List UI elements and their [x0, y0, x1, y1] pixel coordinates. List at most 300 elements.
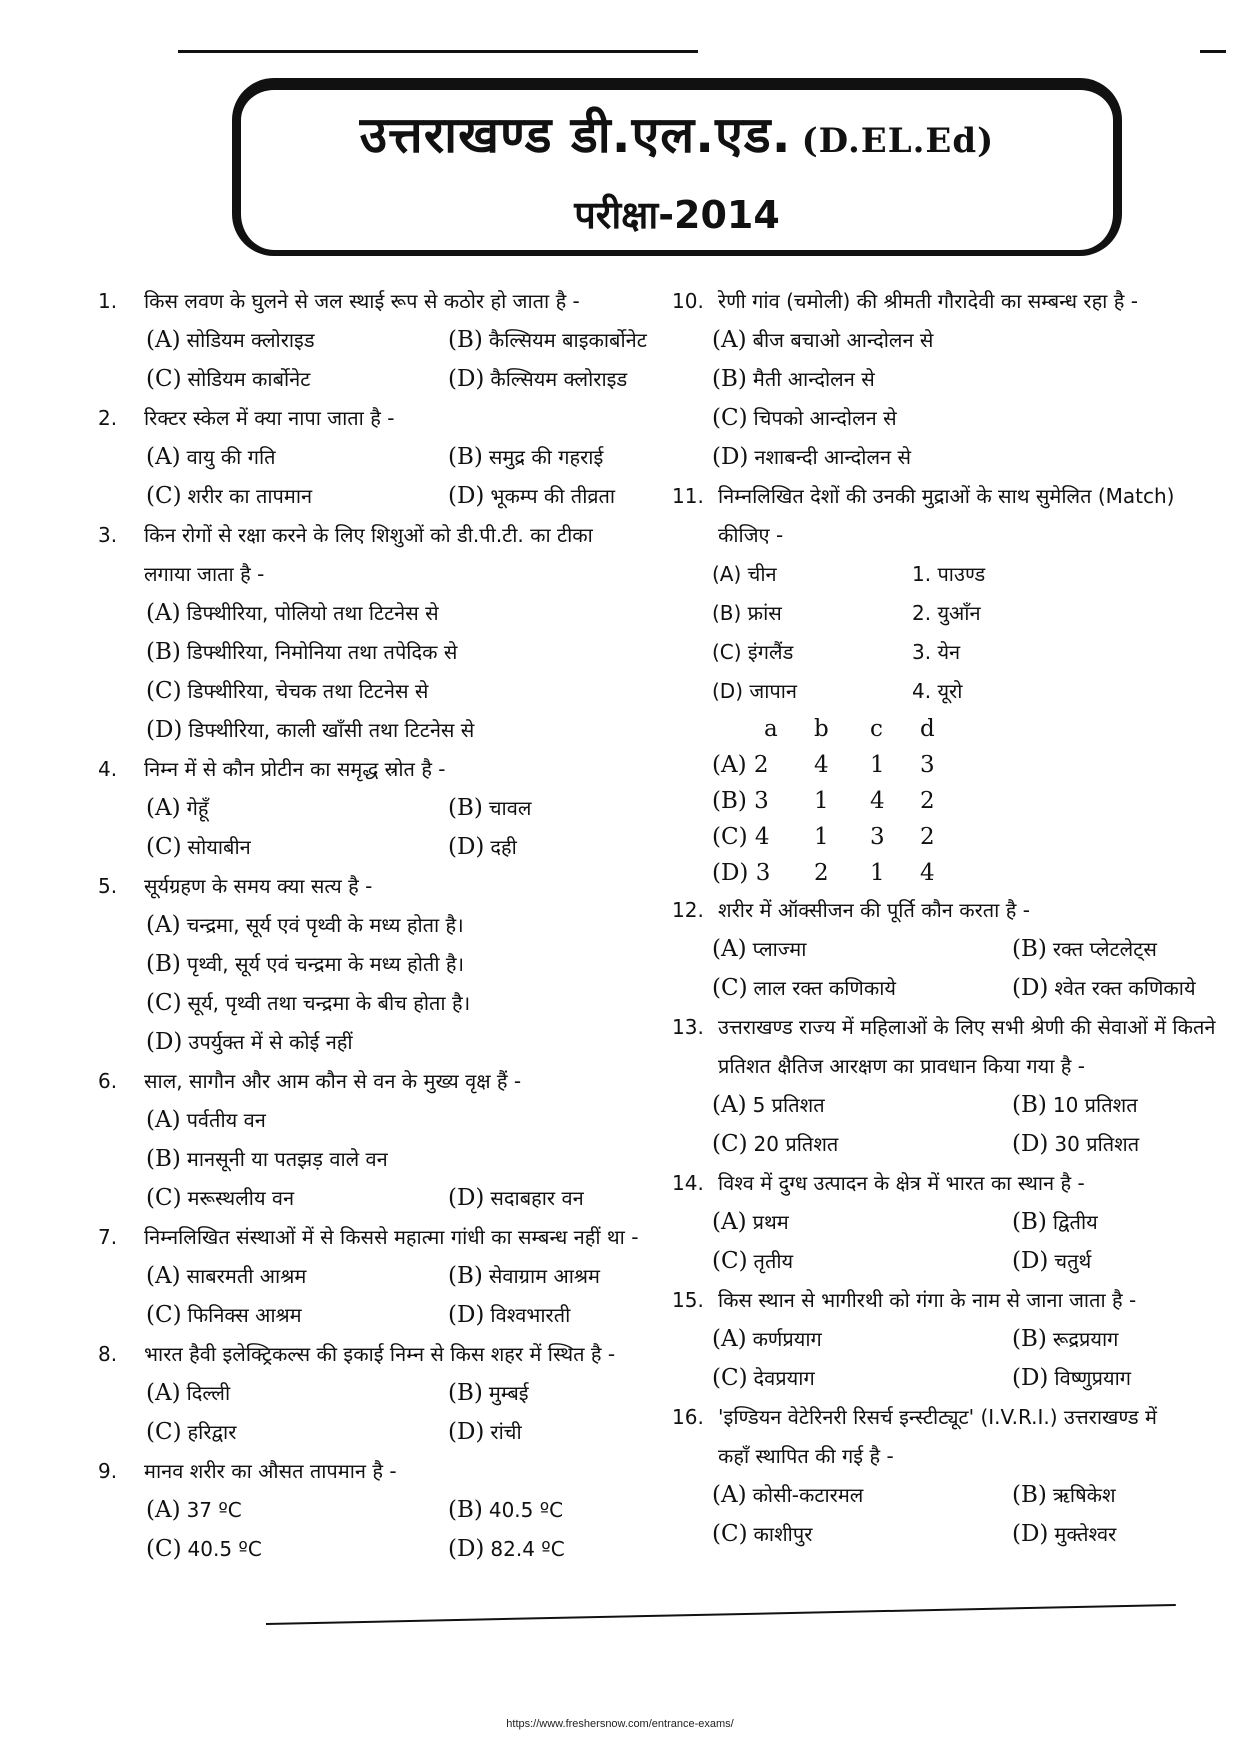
option-text: दिल्ली — [186, 1381, 231, 1405]
grid-head-cell: d — [920, 716, 935, 742]
option-row — [98, 711, 668, 750]
option — [146, 945, 464, 984]
question-line — [98, 750, 668, 789]
option — [146, 1140, 388, 1179]
option-row — [672, 1203, 1222, 1242]
option — [1012, 1086, 1138, 1125]
option — [146, 1413, 236, 1452]
question-line — [98, 555, 668, 594]
option-text: वायु की गति — [186, 445, 276, 469]
option — [448, 321, 647, 360]
option-label: (C) — [712, 1521, 748, 1547]
option-text: ऋषिकेश — [1052, 1483, 1116, 1507]
option — [712, 1320, 822, 1359]
option — [448, 1257, 600, 1296]
question-text: कीजिए - — [718, 523, 784, 547]
option-text: सोडियम क्लोराइड — [186, 328, 315, 352]
option — [712, 321, 933, 360]
option — [448, 828, 517, 867]
answer-grid-row — [672, 855, 1222, 891]
option-row — [98, 360, 668, 399]
question-text: कहाँ स्थापित की गई है - — [718, 1444, 894, 1468]
option-row — [672, 1359, 1222, 1398]
option-label: (A) — [712, 327, 747, 353]
grid-cell: 1 — [870, 860, 885, 886]
option-text: रूद्रप्रयाग — [1052, 1327, 1119, 1351]
header-box — [232, 78, 1122, 256]
option-label: (B) — [1012, 1209, 1047, 1235]
title-english: (D.EL.Ed) — [801, 121, 995, 161]
question-number: 5. — [98, 874, 118, 898]
question-text: विश्व में दुग्ध उत्पादन के क्षेत्र में भारत का स्थान है - — [718, 1171, 1085, 1195]
question-line — [672, 1281, 1222, 1320]
grid-head-cell: a — [764, 716, 778, 742]
grid-cell: (C) 4 — [712, 824, 770, 850]
option-text: कैल्सियम क्लोराइड — [490, 367, 628, 391]
match-currency: 3. येन — [912, 640, 961, 664]
question-text: मानव शरीर का औसत तापमान है - — [144, 1459, 397, 1483]
question — [98, 867, 668, 1062]
option-row — [672, 1125, 1222, 1164]
option — [1012, 969, 1196, 1008]
option — [1012, 1203, 1098, 1242]
option — [448, 360, 627, 399]
option-text: डिफ्थीरिया, पोलियो तथा टिटनेस से — [186, 601, 439, 625]
option-text: चिपको आन्दोलन से — [753, 406, 897, 430]
option — [712, 399, 897, 438]
grid-cell: 2 — [920, 788, 935, 814]
grid-cell: 4 — [920, 860, 935, 886]
question-line — [98, 399, 668, 438]
option-text: चतुर्थ — [1054, 1249, 1092, 1273]
option — [146, 1491, 242, 1530]
question-line — [672, 282, 1222, 321]
option-label: (C) — [146, 678, 182, 704]
option — [146, 1257, 306, 1296]
option-text: मानसूनी या पतझड़ वाले वन — [186, 1147, 388, 1171]
option-text: मुम्बई — [488, 1381, 529, 1405]
match-currency: 4. यूरो — [912, 679, 963, 703]
option-label: (A) — [146, 1497, 181, 1523]
option-label: (C) — [146, 366, 182, 392]
page-subtitle: परीक्षा-2014 — [574, 193, 780, 237]
option-text: मरूस्थलीय वन — [187, 1186, 295, 1210]
option — [146, 1374, 230, 1413]
match-country: (C) इंगलैंड — [712, 640, 794, 664]
option-label: (A) — [712, 1482, 747, 1508]
option-text: द्वितीय — [1052, 1210, 1098, 1234]
option-label: (A) — [146, 1263, 181, 1289]
option-label: (A) — [146, 1380, 181, 1406]
option — [146, 672, 428, 711]
option-label: (B) — [1012, 1482, 1047, 1508]
question — [672, 477, 1222, 891]
question-number: 15. — [672, 1288, 704, 1312]
option-label: (B) — [448, 1497, 483, 1523]
option-text: कर्णप्रयाग — [752, 1327, 822, 1351]
option — [712, 1125, 838, 1164]
option-label: (C) — [146, 1185, 182, 1211]
option-row — [672, 438, 1222, 477]
option-text: पृथ्वी, सूर्य एवं चन्द्रमा के मध्य होती है। — [186, 952, 465, 976]
option — [146, 633, 457, 672]
option-label: (D) — [146, 717, 183, 743]
question-number: 14. — [672, 1171, 704, 1195]
question-text: 'इण्डियन वेटेरिनरी रिसर्च इन्स्टीट्यूट' (I.V.R.I.) उत्तराखण्ड में — [718, 1405, 1157, 1429]
option — [146, 477, 312, 516]
option-label: (A) — [712, 1092, 747, 1118]
option-text: सोडियम कार्बोनेट — [187, 367, 311, 391]
option-text: पर्वतीय वन — [186, 1108, 266, 1132]
question-number: 12. — [672, 898, 704, 922]
question-text: साल, सागौन और आम कौन से वन के मुख्य वृक्ष हैं - — [144, 1069, 522, 1093]
question-line — [672, 1398, 1222, 1437]
grid-cell: (D) 3 — [712, 860, 771, 886]
question — [672, 1398, 1222, 1554]
answer-grid-row — [672, 747, 1222, 783]
match-country: (A) चीन — [712, 562, 777, 586]
option-label: (C) — [712, 1131, 748, 1157]
option-label: (D) — [1012, 1131, 1049, 1157]
option-label: (A) — [712, 936, 747, 962]
option-label: (D) — [448, 1536, 485, 1562]
question-text: रेणी गांव (चमोली) की श्रीमती गौरादेवी का सम्बन्ध रहा है - — [718, 289, 1138, 313]
option-text: कोसी-कटारमल — [752, 1483, 864, 1507]
question-number: 9. — [98, 1459, 118, 1483]
question-number: 1. — [98, 289, 118, 313]
question-line — [98, 516, 668, 555]
question-number: 6. — [98, 1069, 118, 1093]
option-text: दही — [490, 835, 517, 859]
option-label: (B) — [146, 951, 181, 977]
option-row — [672, 1086, 1222, 1125]
option-label: (A) — [146, 600, 181, 626]
option-label: (D) — [448, 1185, 485, 1211]
bottom-rule — [266, 1604, 1176, 1625]
top-rule — [178, 50, 698, 53]
option-text: कैल्सियम बाइकार्बोनेट — [488, 328, 647, 352]
option-label: (D) — [146, 1029, 183, 1055]
option-text: रक्त प्लेटलेट्स — [1052, 937, 1157, 961]
question-number: 11. — [672, 484, 704, 508]
option-label: (A) — [146, 444, 181, 470]
option-row — [672, 321, 1222, 360]
option-label: (B) — [448, 1380, 483, 1406]
option — [1012, 1476, 1116, 1515]
question-line — [98, 1452, 668, 1491]
question — [98, 750, 668, 867]
grid-head-cell: c — [870, 716, 883, 742]
grid-cell: 3 — [870, 824, 885, 850]
option-row — [98, 1257, 668, 1296]
option-label: (C) — [146, 1419, 182, 1445]
option-label: (A) — [712, 1209, 747, 1235]
option-label: (B) — [146, 1146, 181, 1172]
option-label: (C) — [712, 1248, 748, 1274]
option-text: देवप्रयाग — [753, 1366, 815, 1390]
option — [448, 1179, 584, 1218]
option-row — [672, 969, 1222, 1008]
option-text: प्लाज्मा — [752, 937, 807, 961]
option — [146, 1530, 262, 1569]
option-text: शरीर का तापमान — [187, 484, 313, 508]
question-line — [672, 477, 1222, 516]
option-row — [98, 477, 668, 516]
title-hindi: उत्तराखण्ड डी.एल.एड. — [359, 106, 792, 164]
answer-grid-row — [672, 819, 1222, 855]
option-text: डिफ्थीरिया, चेचक तथा टिटनेस से — [187, 679, 429, 703]
option — [448, 1296, 570, 1335]
grid-cell: 4 — [814, 752, 829, 778]
option-label: (A) — [146, 1107, 181, 1133]
question-text: भारत हैवी इलेक्ट्रिकल्स की इकाई निम्न से किस शहर में स्थित है - — [144, 1342, 616, 1366]
option-text: भूकम्प की तीव्रता — [490, 484, 616, 508]
option-label: (D) — [1012, 1365, 1049, 1391]
option — [146, 438, 276, 477]
option-text: समुद्र की गहराई — [488, 445, 604, 469]
question — [672, 1164, 1222, 1281]
match-row — [672, 555, 1222, 594]
option-label: (A) — [146, 795, 181, 821]
option — [448, 477, 615, 516]
option — [448, 1413, 522, 1452]
option-row — [672, 399, 1222, 438]
option — [448, 1530, 565, 1569]
option-row — [672, 930, 1222, 969]
option-row — [672, 1320, 1222, 1359]
option-row — [98, 984, 668, 1023]
option — [448, 1374, 529, 1413]
option-row — [98, 1413, 668, 1452]
option-text: 20 प्रतिशत — [753, 1132, 839, 1156]
question — [98, 1218, 668, 1335]
right-column — [672, 282, 1222, 1554]
option-label: (B) — [1012, 1092, 1047, 1118]
option — [146, 789, 208, 828]
option-text: चावल — [488, 796, 532, 820]
question — [98, 399, 668, 516]
option-label: (D) — [712, 444, 749, 470]
question-number: 13. — [672, 1015, 704, 1039]
left-column — [98, 282, 668, 1569]
question-line — [672, 1437, 1222, 1476]
option-row — [98, 594, 668, 633]
option — [712, 1242, 793, 1281]
question — [98, 1335, 668, 1452]
option — [146, 321, 315, 360]
question-line — [98, 1218, 668, 1257]
option-label: (B) — [448, 444, 483, 470]
question-text: रिक्टर स्केल में क्या नापा जाता है - — [144, 406, 395, 430]
option-row — [98, 906, 668, 945]
option-text: डिफ्थीरिया, काली खाँसी तथा टिटनेस से — [188, 718, 475, 742]
option-text: प्रथम — [752, 1210, 789, 1234]
option — [146, 828, 251, 867]
option-text: मुक्तेश्वर — [1054, 1522, 1117, 1546]
corner-rule — [1200, 50, 1226, 53]
question-number: 7. — [98, 1225, 118, 1249]
option — [1012, 1359, 1131, 1398]
option-label: (D) — [448, 834, 485, 860]
option-label: (D) — [1012, 1248, 1049, 1274]
option-row — [98, 1530, 668, 1569]
option-text: रांची — [490, 1420, 522, 1444]
option — [712, 1359, 815, 1398]
option-row — [672, 1515, 1222, 1554]
option-label: (D) — [448, 1419, 485, 1445]
match-row — [672, 594, 1222, 633]
grid-head-cell: b — [814, 716, 829, 742]
option-text: 10 प्रतिशत — [1052, 1093, 1138, 1117]
grid-cell: (B) 3 — [712, 788, 769, 814]
question-text: प्रतिशत क्षैतिज आरक्षण का प्रावधान किया गया है - — [718, 1054, 1085, 1078]
option-label: (B) — [1012, 936, 1047, 962]
option-row — [98, 1140, 668, 1179]
grid-cell: 4 — [870, 788, 885, 814]
option — [448, 789, 531, 828]
question-text: सूर्यग्रहण के समय क्या सत्य है - — [144, 874, 373, 898]
option-text: साबरमती आश्रम — [186, 1264, 307, 1288]
option — [146, 906, 464, 945]
question-number: 4. — [98, 757, 118, 781]
question-text: किस लवण के घुलने से जल स्थाई रूप से कठोर हो जाता है - — [144, 289, 580, 313]
option-row — [98, 1296, 668, 1335]
option-row — [672, 1242, 1222, 1281]
grid-cell: 1 — [870, 752, 885, 778]
option-row — [98, 789, 668, 828]
question-number: 2. — [98, 406, 118, 430]
grid-cell: 3 — [920, 752, 935, 778]
option-text: 37 ºC — [186, 1498, 242, 1522]
question-number: 10. — [672, 289, 704, 313]
question-line — [98, 1335, 668, 1374]
option-row — [98, 672, 668, 711]
question-text: किन रोगों से रक्षा करने के लिए शिशुओं को डी.पी.टी. का टीका — [144, 523, 593, 547]
question-text: निम्नलिखित संस्थाओं में से किससे महात्मा गांधी का सम्बन्ध नहीं था - — [144, 1225, 639, 1249]
option-label: (D) — [1012, 1521, 1049, 1547]
question-text: शरीर में ऑक्सीजन की पूर्ति कौन करता है - — [718, 898, 1030, 922]
question-number: 3. — [98, 523, 118, 547]
question-line — [98, 1062, 668, 1101]
option-label: (C) — [146, 1536, 182, 1562]
option — [712, 360, 875, 399]
answer-grid-row — [672, 783, 1222, 819]
option-text: 30 प्रतिशत — [1054, 1132, 1140, 1156]
question — [672, 1008, 1222, 1164]
option-label: (C) — [146, 1302, 182, 1328]
answer-grid-header — [672, 711, 1222, 747]
option-row — [98, 321, 668, 360]
grid-cell: 1 — [814, 788, 829, 814]
option-label: (B) — [448, 327, 483, 353]
option-text: लाल रक्त कणिकाये — [753, 976, 897, 1000]
grid-cell: 2 — [920, 824, 935, 850]
option-label: (A) — [146, 912, 181, 938]
option-label: (A) — [146, 327, 181, 353]
option — [1012, 1515, 1116, 1554]
option — [448, 1491, 563, 1530]
match-currency: 1. पाउण्ड — [912, 562, 986, 586]
option — [146, 594, 439, 633]
option-text: मैती आन्दोलन से — [752, 367, 875, 391]
question-text: लगाया जाता है - — [144, 562, 265, 586]
question-line — [672, 891, 1222, 930]
option-row — [98, 1374, 668, 1413]
match-row — [672, 633, 1222, 672]
option-label: (B) — [448, 795, 483, 821]
question-line — [98, 282, 668, 321]
option-text: चन्द्रमा, सूर्य एवं पृथ्वी के मध्य होता है। — [186, 913, 464, 937]
option-row — [672, 1476, 1222, 1515]
option-label: (C) — [712, 975, 748, 1001]
option — [1012, 930, 1157, 969]
option-text: श्वेत रक्त कणिकाये — [1054, 976, 1196, 1000]
option-label: (D) — [1012, 975, 1049, 1001]
question-line — [672, 1047, 1222, 1086]
option-text: गेहूँ — [186, 796, 209, 820]
question-text: निम्न में से कौन प्रोटीन का समृद्ध स्रोत है - — [144, 757, 446, 781]
option-text: 40.5 ºC — [488, 1498, 564, 1522]
page-title — [241, 106, 1113, 164]
option — [146, 1296, 302, 1335]
option-text: 82.4 ºC — [490, 1537, 565, 1561]
option-row — [98, 1491, 668, 1530]
option-text: 40.5 ºC — [187, 1537, 262, 1561]
question — [672, 1281, 1222, 1398]
option — [712, 438, 911, 477]
option-text: तृतीय — [753, 1249, 794, 1273]
option-row — [98, 1179, 668, 1218]
option-label: (B) — [448, 1263, 483, 1289]
option-label: (C) — [146, 990, 182, 1016]
question-number: 8. — [98, 1342, 118, 1366]
option-text: हरिद्वार — [187, 1420, 237, 1444]
option — [712, 969, 896, 1008]
question-line — [98, 867, 668, 906]
question-text: निम्नलिखित देशों की उनकी मुद्राओं के साथ सुमेलित (Match) — [718, 484, 1175, 508]
option — [146, 984, 470, 1023]
option-text: नशाबन्दी आन्दोलन से — [754, 445, 911, 469]
option-text: बीज बचाओ आन्दोलन से — [752, 328, 934, 352]
option-row — [98, 945, 668, 984]
option — [712, 1203, 789, 1242]
question-line — [672, 1008, 1222, 1047]
option-label: (C) — [146, 483, 182, 509]
question — [98, 516, 668, 750]
option — [712, 1515, 812, 1554]
match-currency: 2. युआँन — [912, 601, 981, 625]
option-text: उपर्युक्त में से कोई नहीं — [188, 1030, 353, 1054]
grid-cell: (A) 2 — [712, 752, 769, 778]
footer-url: https://www.freshersnow.com/entrance-exams/ — [506, 1718, 734, 1730]
option — [1012, 1125, 1139, 1164]
option-text: सेवाग्राम आश्रम — [488, 1264, 601, 1288]
option-text: डिफ्थीरिया, निमोनिया तथा तपेदिक से — [186, 640, 458, 664]
option — [712, 1086, 825, 1125]
option-label: (A) — [712, 1326, 747, 1352]
option-row — [98, 1101, 668, 1140]
option-text: फिनिक्स आश्रम — [187, 1303, 302, 1327]
option-text: काशीपुर — [753, 1522, 813, 1546]
option-row — [98, 1023, 668, 1062]
option-text: 5 प्रतिशत — [752, 1093, 825, 1117]
question — [98, 1452, 668, 1569]
grid-cell: 2 — [814, 860, 829, 886]
option-label: (B) — [146, 639, 181, 665]
question-text: उत्तराखण्ड राज्य में महिलाओं के लिए सभी श्रेणी की सेवाओं में कितने — [718, 1015, 1216, 1039]
option-label: (C) — [712, 405, 748, 431]
option-text: विश्वभारती — [490, 1303, 571, 1327]
